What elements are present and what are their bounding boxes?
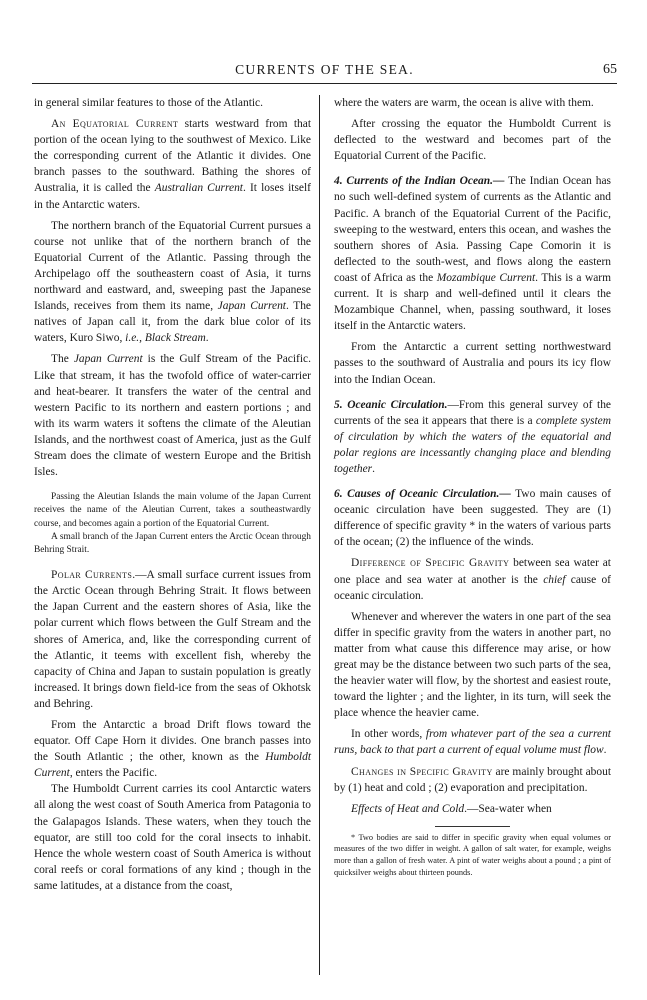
paragraph: From the Antarctic a broad Drift flows toward the equator. Off Cape Horn it divides. One branch passes into the South Atlantic ; the other, known as the Humboldt Current, enters the Pacific.	[34, 719, 311, 780]
run-in-heading: Difference of Specific Gravity	[351, 557, 510, 570]
small-print-note	[34, 491, 311, 557]
run-in-heading: Polar Currents	[51, 569, 133, 582]
paragraph: In other words, from whatever part of the sea a current runs, back to that part a current of equal volume must flow.	[334, 728, 611, 757]
paragraph-polar-currents: Polar Currents.—A small surface current issues from the Arctic Ocean through Behring Strait. It flows between the Japan Current and the eastern shores of Asia, like the polar current which flows between the Gulf Stream and the shores of America, and, like the corresponding current of the Atlantic, it teems with excellent fish, whereby the capacity of China and Japan to sustain population is greatly increased. It brings down field-ice from the seas of Okhotsk and Behring.	[34, 569, 311, 710]
column-divider	[319, 95, 320, 975]
section-title: 5. Oceanic Circulation.	[334, 398, 448, 411]
section-4: 4. Currents of the Indian Ocean.— The Indian Ocean has no such well-defined system of currents as the Atlantic and Pacific. A branch of the Equatorial Current of the Pacific, sweeping to the westward, enters this ocean, and washes the southern shores of Asia. Passing Cape Comorin it is deflected to the south-west, and flows along the eastern coast of Africa as the Mozambique Current. This is a warm current. It is sharp and well-defined until it clears the Mozambique Channel, when, passing southward, it loses itself in the Antarctic waters.	[334, 175, 612, 333]
section-title: 4. Currents of the Indian Ocean.—	[334, 175, 505, 188]
paragraph: The Japan Current is the Gulf Stream of the Pacific. Like that stream, it has the twofold office of water-carrier and heat-bearer. It transfers the water of the central and western Pacific to its northern and eastern portions ; and with its warm waters it softens the climate of the Aleutian Islands, and the northwest coast of America, just as the Gulf Stream does the climate of western Europe and the British Isles.	[34, 353, 311, 479]
note-paragraph: Passing the Aleutian Islands the main volume of the Japan Current receives the name of the Aleutian Current, takes a southeastwardly course, and becomes again a portion of the Equatorial Current.	[34, 492, 311, 529]
paragraph: where the waters are warm, the ocean is alive with them.	[334, 97, 594, 109]
run-in-heading: An Equatorial Current	[51, 118, 179, 131]
paragraph: in general similar features to those of the Atlantic.	[34, 97, 263, 109]
paragraph: After crossing the equator the Humboldt Current is deflected to the westward and becomes part of the Equatorial Current of the Pacific.	[334, 118, 611, 163]
paragraph: The Humboldt Current carries its cool Antarctic waters all along the west coast of South America from Patagonia to the Galapagos Islands. These waters, when they touch the equator, are still too cold for the coral insects to inhabit. Hence the whole western coast of South America is without coral reefs or coral formations of any kind ; though in the same latitudes, at a distance from the coast,	[34, 783, 311, 892]
paragraph: Whenever and wherever the waters in one part of the sea differ in specific gravity from the waters in another part, no matter from what cause this difference may arise, or how great may be the distance between two such parts of the sea, the heavier water will flow, by the shortest and easiest route, toward the lighter ; and the lighter, in its turn, will seek the place whence the heavier came.	[334, 610, 611, 720]
paragraph-equatorial-current: An Equatorial Current starts westward from that portion of the ocean lying to the southwest of Mexico. Like the corresponding current of the Atlantic it divides. One branch passes to the southward. Bathing the shores of Australia, it is called the Australian Current. It loses itself in the Antarctic waters.	[34, 118, 312, 211]
paragraph: From the Antarctic a current setting northwestward passes to the southward of Australia and pours its icy flow into the Indian Ocean.	[334, 341, 611, 386]
footnote	[334, 832, 611, 878]
page-header	[32, 62, 617, 82]
paragraph-changes-specific-gravity: Changes in Specific Gravity are mainly brought about by (1) heat and cold ; (2) evaporation and precipitation.	[334, 765, 611, 794]
left-column	[34, 95, 311, 894]
run-in-heading: Changes in Specific Gravity	[351, 765, 493, 778]
footnote-text: * Two bodies are said to differ in specific gravity when equal volumes or measures of the two differ in weight. A gallon of salt water, for example, weighs more than a gallon of fresh water. A pint of water weighs about a pound ; a pint of quicksilver weighs about thirteen pounds.	[334, 832, 611, 877]
right-column	[334, 95, 611, 878]
running-head: CURRENTS OF THE SEA.	[235, 62, 414, 77]
paragraph: The northern branch of the Equatorial Current pursues a course not unlike that of the northern branch of the Equatorial Current of the Atlantic. Passing through the Archipelago off the southeastern coast of Asia, it turns northward and eastward, and, sweeping past the Japanese Islands, receives from them its name, Japan Current. The natives of Japan call it, from the dark blue color of its waters, Kuro Siwo, i.e., Black Stream.	[34, 219, 312, 345]
header-rule	[32, 83, 617, 84]
section-5: 5. Oceanic Circulation.—From this general survey of the currents of the sea it appears that there is a complete system of circulation by which the waters of the equatorial and polar regions are incessantly changing place and blending together.	[334, 398, 611, 475]
paragraph-specific-gravity: Difference of Specific Gravity between sea water at one place and sea water at another is the chief cause of oceanic circulation.	[334, 557, 611, 602]
footnote-rule	[435, 826, 510, 827]
page-number: 65	[603, 62, 617, 77]
section-title: 6. Causes of Oceanic Circulation.—	[334, 488, 511, 501]
section-6: 6. Causes of Oceanic Circulation.— Two main causes of oceanic circulation have been suggested. They are (1) difference of specific gravity * in the waters of various parts of the ocean; (2) the influence of the winds.	[334, 488, 612, 549]
note-paragraph: A small branch of the Japan Current enters the Arctic Ocean through Behring Strait.	[34, 531, 311, 555]
paragraph: Effects of Heat and Cold.—Sea-water when	[351, 802, 552, 815]
